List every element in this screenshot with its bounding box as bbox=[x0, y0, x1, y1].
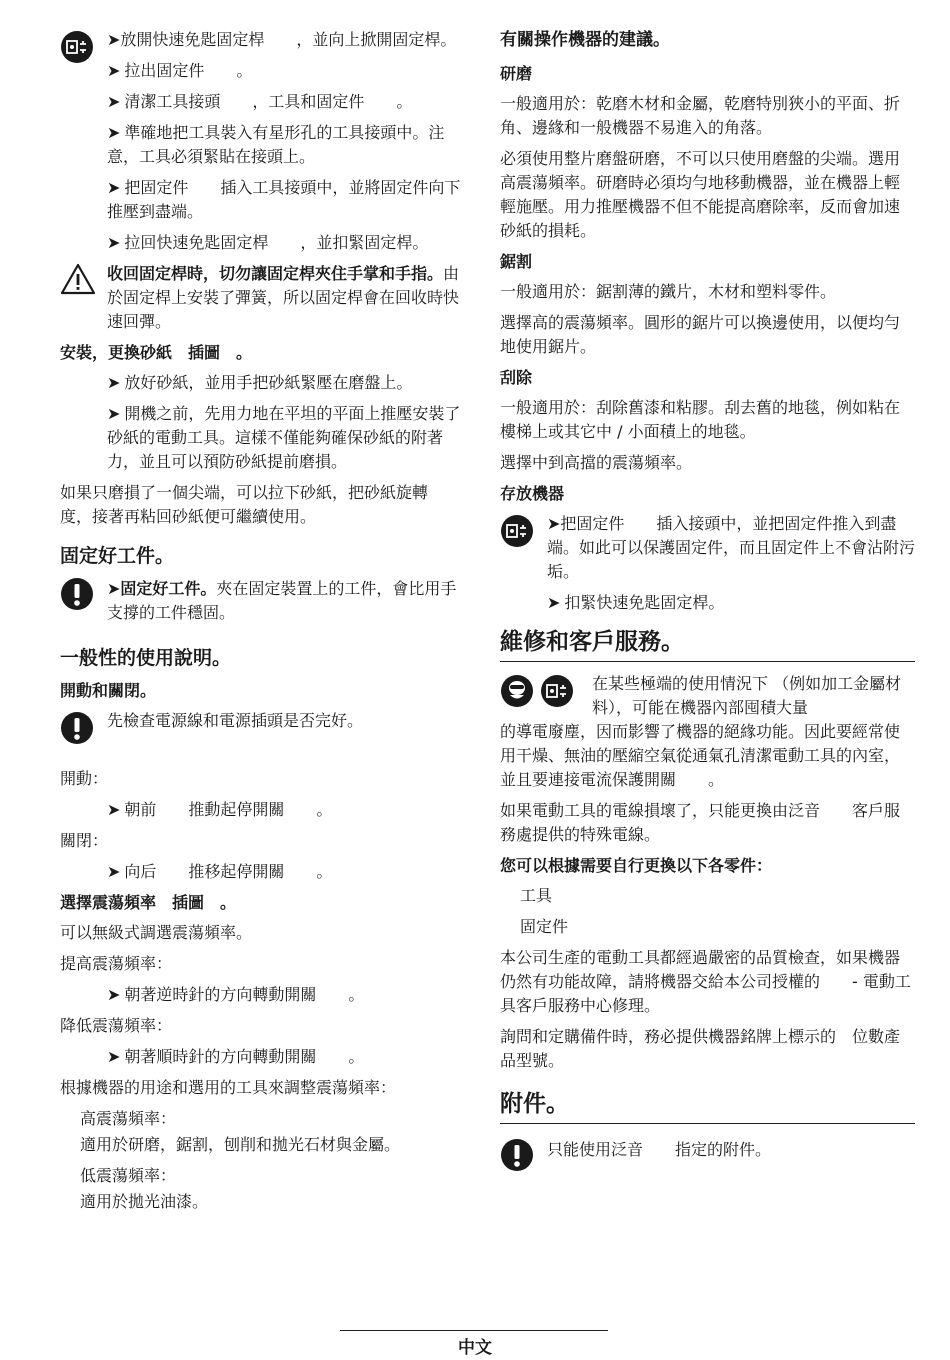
step-text: 拉回快速免匙固定桿 ，並扣緊固定桿。 bbox=[124, 233, 429, 252]
dec-label: 降低震蕩頻率： bbox=[60, 1016, 173, 1035]
step-item bbox=[60, 983, 470, 1007]
step-item bbox=[60, 59, 470, 83]
arrow-glyph: ➤ bbox=[107, 404, 121, 423]
step-item bbox=[60, 798, 470, 822]
warning-text: 由於固定桿上安裝了彈簧，所以固定桿會在回收時快速回彈。 bbox=[107, 264, 460, 331]
service-paragraph-2: 如果電動工具的電線損壞了，只能更換由泛音 客戶服務處提供的特殊電線。 bbox=[500, 801, 901, 844]
step-text: 拉出固定件 。 bbox=[124, 61, 253, 80]
low-label: 低震蕩頻率： bbox=[80, 1166, 177, 1185]
service-heading: 維修和客戶服務。 bbox=[500, 627, 915, 662]
part-item: 工具 bbox=[520, 886, 553, 905]
grind-paragraph-2: 必須使用整片磨盤研磨，不可以只使用磨盤的尖端。選用高震蕩頻率。研磨時必須均勻地移動機器，並在機器上輕輕施壓。用力推壓機器不但不能提高磨除率，反而會加速砂紙的損耗。 bbox=[500, 149, 901, 240]
inc-label: 提高震蕩頻率： bbox=[60, 954, 173, 973]
stop-label: 關閉： bbox=[60, 831, 109, 850]
store-heading: 存放機器 bbox=[500, 484, 565, 503]
notice-block bbox=[60, 709, 470, 749]
exclamation-icon bbox=[500, 1138, 534, 1172]
adjust-paragraph: 根據機器的用途和選用的工具來調整震蕩頻率： bbox=[60, 1078, 397, 1097]
service-icon-row bbox=[500, 672, 915, 720]
arrow-glyph: ➤ bbox=[107, 30, 121, 49]
arrow-glyph: ➤ bbox=[107, 61, 121, 80]
accessories-text: 只能使用泛音 指定的附件。 bbox=[547, 1140, 772, 1159]
exclamation-icon bbox=[60, 577, 94, 611]
step-text: 把固定件 插入工具接頭中，並將固定件向下推壓到盡端。 bbox=[107, 178, 461, 221]
step-item bbox=[500, 512, 915, 584]
general-heading: 一般性的使用說明。 bbox=[60, 647, 232, 669]
step-text: 放好砂紙，並用手把砂紙緊壓在磨盤上。 bbox=[124, 373, 413, 392]
service-text-b: 的導電廢塵，因而影響了機器的絕緣功能。因此要經常使用干燥、無油的壓縮空氣從通氣孔清潔電動工具的內室，並且要連接電流保護開關 。 bbox=[500, 722, 901, 789]
low-text: 適用於拋光油漆。 bbox=[80, 1192, 209, 1211]
service-paragraph-3: 本公司生產的電動工具都經過嚴密的品質檢查，如果機器仍然有功能故障，請將機器交給本公司授權的 - 電動工具客戶服務中心修理。 bbox=[500, 948, 911, 1015]
saw-paragraph-1: 一般適用於：鋸割薄的鐵片，木材和塑料零件。 bbox=[500, 282, 837, 301]
check-text: 先檢查電源線和電源插頭是否完好。 bbox=[107, 711, 364, 730]
left-column bbox=[60, 28, 470, 1214]
notice-block bbox=[500, 1138, 915, 1178]
step-item bbox=[60, 231, 470, 255]
step-text: 開機之前，先用力地在平坦的平面上推壓安裝了砂紙的電動工具。這樣不僅能夠確保砂紙的附著力，並且可以預防砂紙提前磨損。 bbox=[107, 404, 461, 471]
arrow-glyph: ➤ bbox=[107, 985, 121, 1004]
arrow-glyph: ➤ bbox=[107, 862, 121, 881]
arrow-glyph: ➤ bbox=[547, 593, 561, 612]
fix-heading: 固定好工件。 bbox=[60, 545, 175, 567]
step-item bbox=[60, 860, 470, 884]
grind-paragraph-1: 一般適用於：乾磨木材和金屬，乾磨特別狹小的平面、折角、邊緣和一般機器不易進入的角落。 bbox=[500, 94, 901, 137]
vib-paragraph: 可以無級式調選震蕩頻率。 bbox=[60, 923, 253, 942]
unplug-icon bbox=[500, 514, 534, 548]
arrow-glyph: ➤ bbox=[107, 233, 121, 252]
step-text: 放開快速免匙固定桿 ，並向上掀開固定桿。 bbox=[120, 30, 457, 49]
scrape-paragraph-1: 一般適用於：刮除舊漆和粘膠。刮去舊的地毯，例如粘在樓梯上或其它中 / 小面積上的地毯。 bbox=[500, 398, 901, 441]
scrape-heading: 刮除 bbox=[500, 368, 533, 387]
arrow-glyph: ➤ bbox=[107, 579, 121, 598]
arrow-glyph: ➤ bbox=[107, 1047, 121, 1066]
arrow-glyph: ➤ bbox=[547, 514, 561, 533]
arrow-glyph: ➤ bbox=[107, 123, 121, 142]
accessories-heading: 附件。 bbox=[500, 1089, 915, 1124]
high-text: 適用於研磨，鋸割，刨削和拋光石材與金屬。 bbox=[80, 1135, 401, 1154]
advice-heading: 有關操作機器的建議。 bbox=[500, 30, 670, 50]
step-text: 清潔工具接頭 ，工具和固定件 。 bbox=[124, 92, 413, 111]
arrow-glyph: ➤ bbox=[107, 178, 121, 197]
step-item bbox=[60, 28, 470, 52]
notice-block bbox=[60, 577, 470, 625]
onoff-heading: 開動和關閉。 bbox=[60, 681, 157, 700]
high-label: 高震蕩頻率： bbox=[80, 1109, 177, 1128]
warning-block bbox=[60, 262, 470, 334]
vib-heading: 選擇震蕩頻率 插圖 。 bbox=[60, 893, 237, 912]
right-column bbox=[500, 28, 915, 1185]
footer-language: 中文 bbox=[458, 1338, 492, 1358]
install-paragraph: 如果只磨損了一個尖端，可以拉下砂紙，把砂紙旋轉 度，接著再粘回砂紙便可繼續使用。 bbox=[60, 483, 461, 526]
step-text: 把固定件 插入接頭中，並把固定件推入到盡端。如此可以保護固定件，而且固定件上不會沾附污垢。 bbox=[547, 514, 916, 581]
fix-bold-text: 固定好工件。 bbox=[120, 579, 217, 598]
step-item bbox=[60, 1045, 470, 1069]
arrow-glyph: ➤ bbox=[107, 92, 121, 111]
part-item: 固定件 bbox=[520, 917, 569, 936]
step-item bbox=[60, 121, 470, 169]
saw-heading: 鋸割 bbox=[500, 252, 533, 271]
step-text: 扣緊快速免匙固定桿。 bbox=[564, 593, 725, 612]
arrow-glyph: ➤ bbox=[107, 800, 121, 819]
unplug-icon bbox=[540, 674, 574, 708]
parts-heading: 您可以根據需要自行更換以下各零件： bbox=[500, 856, 773, 875]
step-text: 朝著逆時針的方向轉動開關 。 bbox=[124, 985, 365, 1004]
start-label: 開動： bbox=[60, 769, 109, 788]
step-text: 準確地把工具裝入有星形孔的工具接頭中。注意，工具必須緊貼在接頭上。 bbox=[107, 123, 445, 166]
fix-text: 夾在固定裝置上的工件，會比用手支撐的工件穩固。 bbox=[107, 579, 457, 622]
service-paragraph-4: 詢問和定購備件時，務必提供機器銘牌上標示的 位數產品型號。 bbox=[500, 1027, 901, 1070]
exclamation-icon bbox=[60, 711, 94, 745]
step-item bbox=[500, 591, 915, 615]
saw-paragraph-2: 選擇高的震蕩頻率。圓形的鋸片可以換邊使用，以便均勻地使用鋸片。 bbox=[500, 313, 901, 356]
step-item bbox=[60, 90, 470, 114]
service-text-a: 在某些極端的使用情況下 （例如加工金屬材料），可能在機器內部囤積大量 bbox=[592, 674, 902, 717]
step-text: 朝前 推動起停開關 。 bbox=[124, 800, 333, 819]
arrow-glyph: ➤ bbox=[107, 373, 121, 392]
install-heading: 安裝，更換砂紙 插圖 。 bbox=[60, 343, 253, 362]
warning-triangle-icon bbox=[60, 262, 96, 296]
warning-bold-text: 收回固定桿時，切勿讓固定桿夾住手掌和手指。 bbox=[107, 264, 444, 283]
scrape-paragraph-2: 選擇中到高擋的震蕩頻率。 bbox=[500, 453, 693, 472]
step-item bbox=[60, 176, 470, 224]
footer-divider bbox=[340, 1330, 608, 1331]
step-item bbox=[60, 402, 470, 474]
step-text: 向后 推移起停開關 。 bbox=[124, 862, 333, 881]
step-item bbox=[60, 371, 470, 395]
dust-mask-icon bbox=[500, 674, 534, 708]
step-text: 朝著順時針的方向轉動開關 。 bbox=[124, 1047, 365, 1066]
grind-heading: 研磨 bbox=[500, 64, 533, 83]
